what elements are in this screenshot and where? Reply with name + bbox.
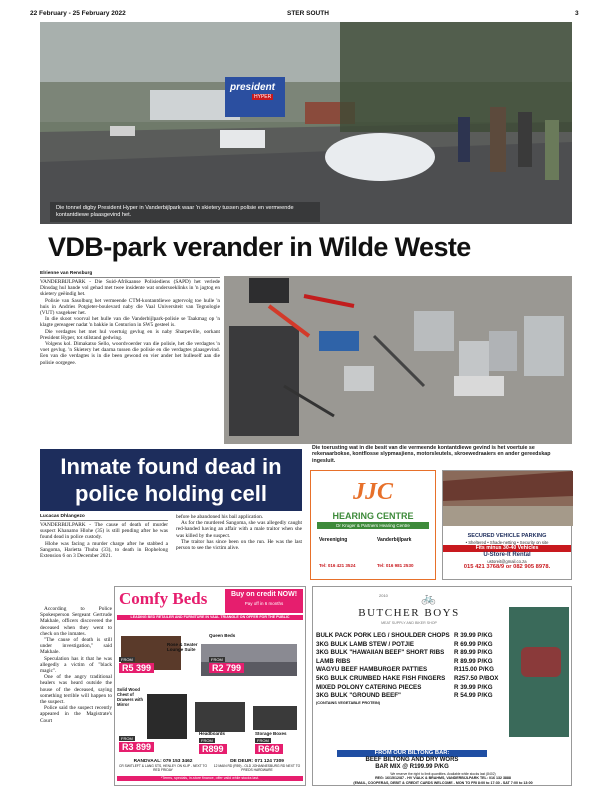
butcher-item-price: R257.50 P/BOX — [454, 674, 499, 682]
story1-text — [40, 271, 220, 366]
tools-caption: Die toerusting wat in die besit van die vermeende kontantdiewe gevind is het voertuie se rekenaarbokse, kontflosse slypmasjiens, motorsleutels, skroewedraaiers en ander gereedskap ingesluit. — [312, 445, 551, 464]
parking-line5: ustoreit@gmail.co.za — [487, 558, 527, 564]
biltong-title: FROM OUR BILTONG BAR: — [337, 750, 487, 757]
beds-promo-box — [225, 589, 303, 613]
butcher-item-name: 5KG BULK CRUMBED HAKE FISH FINGERS — [316, 674, 446, 682]
butcher-wagyu-photo — [509, 607, 569, 737]
store-sign-sub: HYPER — [254, 94, 272, 100]
story2-n4: One of the angry traditional healers was heard outside the house of the deceased, saying something terrible will happen to the suspect. — [40, 674, 112, 706]
story2-n5: Police said the suspect recently appeared in the Magistrate's Court — [40, 705, 112, 724]
butcher-row — [313, 658, 509, 667]
story2-byline: Lucacas Dhlangezo — [40, 514, 168, 521]
paper-name: STER SOUTH — [287, 10, 329, 17]
tools-image — [224, 276, 572, 444]
top-photo-caption: Die tonnel digby President Hyper in Vanderbijlpark waar 'n skietery tussen polisie en vermeende kontantdiewe plaasgevind het. — [50, 202, 320, 222]
butcher-fine2: REG: 16/15/12/87 - HV VIALK & BRAHMS, VANDERBIJLPARK TEL: 016 132 3888 — [375, 776, 511, 780]
story2-c2-p2: As for the murdered Sangoma, she was allegedly caught red-handed having an affair with a male traitor when she was killed by the suspect. — [176, 520, 302, 539]
hearing-centre-ad — [310, 470, 436, 580]
beds-contact1b: CR SWITLEFT & LANG STS, HENLEY ON KLIP - NEXT TO RED FRIDAY — [118, 764, 208, 772]
meat-image — [521, 647, 561, 677]
story2-n2: "The cause of death is still under investigation," said Makhale. — [40, 637, 112, 656]
story1-p4: Die verdagtes het met hul voertuig gevlug en is naby Sharpeville, oorkant President Hyper, tot stilstand gedwing. — [40, 328, 220, 341]
butcher-fine3: (EMAIL, COOPERAS, DEBIT & CREDIT CARDS WELCOME - MON TO FRI 8:00 to 17:30 - SAT 7:00 to 13:00 — [353, 781, 533, 785]
beds-footer: *Terms, specials, in-store finance, offer valid while stocks last. — [117, 776, 303, 781]
butcher-boys-ad — [312, 586, 572, 786]
parking-line4: U-Store-It Rental — [483, 551, 531, 558]
story1-p3: In die skoot voorval het hulle van die Vanderbijlpark-polisie se Taakmag op 'n klagte gereageer nadat 'n bakkie in Centurion in SW5 gesteel is. — [40, 316, 220, 329]
beds-item1-name: Rose & Seater Lounge Suite — [167, 642, 198, 653]
beds-contact2b: 12 MAIN RD (R59) - OLD JOHANNESBURG RD NEXT TO PREDS HARDWARE — [213, 764, 301, 772]
hearing-logo-icon: JJC — [353, 479, 394, 505]
story2-col2 — [176, 514, 302, 551]
biltong-line1: BEEF BILTONG AND DRY WORS — [365, 757, 459, 763]
butcher-row — [313, 684, 509, 693]
comfy-beds-ad — [114, 586, 306, 786]
story1-p5: Volgens kol. Dimakatso Sello, woordvoerder van die polisie, het die verdagtes 'n voet gevlug. 'n Skietery het daarna tussen die polisie en die verdagtes plaasgevind. Een van die verdagtes is in die been gewond en vier ander het hulleself aan die polisie oorgegee. — [40, 341, 220, 366]
butcher-item-price: R 69.99 P/KG — [454, 640, 493, 648]
hearing-title: HEARING CENTRE — [332, 511, 414, 521]
story2-c2-p3: The traitor has since been on the run. He was the last person to see the victim alive. — [176, 538, 302, 552]
parking-phone: 015 421 3768/9 or 082 905 8978. — [463, 563, 551, 570]
butcher-item-price: R 89.99 P/KG — [454, 649, 493, 657]
top-photo-overlay — [40, 22, 572, 224]
butcher-item-name: WAGYU BEEF HAMBURGER PATTIES — [316, 666, 428, 674]
parking-ad — [442, 470, 572, 580]
beds-item3-from: FROM — [121, 736, 133, 741]
butcher-item-price: R 54.99 P/KG — [454, 692, 493, 700]
beds-contact1-box — [117, 759, 209, 772]
page-number: 3 — [575, 10, 579, 17]
beds-brand: Comfy Beds — [119, 589, 208, 608]
hearing-loc2: Vanderbijlpark — [377, 537, 412, 543]
beds-item5-from: FROM — [257, 738, 269, 743]
butcher-fine1: We reserve the right to limit quantities. Available while stocks last (8402) — [390, 772, 496, 776]
butcher-sub: MEAT SUPPLY AND BIKER SHOP — [381, 621, 437, 625]
butcher-price-list — [313, 632, 509, 705]
beds-item4-name: Headboards — [199, 731, 226, 736]
butcher-est: 2010 — [379, 593, 388, 598]
beds-item3-price: R3 899 — [119, 742, 154, 752]
hearing-sub: Dr Kruger & Partners Hearing Centre — [317, 522, 429, 529]
beds-item4-from: FROM — [201, 738, 213, 743]
beds-item2-from: FROM — [211, 657, 223, 662]
butcher-row — [313, 632, 509, 641]
beds-banner: LEADING BED RETAILER AND FURNITURE IN VAAL TRIANGLE ON OFFER FOR THE PUBLIC — [117, 615, 303, 620]
butcher-note: (CONTAINS VEGETABLE PROTEIN) — [316, 700, 380, 705]
story2-c2-p1: before he abandoned his bail application. — [176, 514, 264, 520]
butcher-row — [313, 692, 509, 701]
headline-vdb: VDB-park verander in Wilde Weste — [48, 232, 471, 262]
beds-contact2: DE DEUR: 071 124 7309 — [230, 759, 284, 764]
beds-item5-price: R649 — [255, 744, 283, 754]
butcher-item-name: 3KG BULK "HAWAIIAN BEEF" SHORT RIBS — [316, 649, 445, 657]
beds-item1-price: R5 399 — [119, 663, 154, 673]
inmate-headline-line1: Inmate found dead in — [60, 454, 282, 479]
butcher-item-name: MIXED POLONY CATERING PIECES — [316, 683, 422, 691]
story1-byline: Elrienne van Rensburg — [40, 271, 220, 278]
story2-col1 — [40, 514, 168, 559]
beds-promo: Buy on credit NOW! — [230, 591, 298, 598]
inmate-headline-box — [40, 449, 302, 511]
butcher-item-name: BULK PACK PORK LEG / SHOULDER CHOPS — [316, 632, 450, 639]
butcher-row — [313, 666, 509, 675]
beds-item4-price: R899 — [199, 744, 227, 754]
beds-contact2-box — [211, 759, 303, 772]
butcher-item-price: R115.00 P/KG — [454, 666, 494, 674]
parking-line2: • Sheltered • Shade-netting • Security on site — [465, 539, 549, 545]
butcher-item-name: 3KG BULK "GROUND BEEF" — [316, 692, 401, 700]
butcher-row — [313, 649, 509, 658]
top-photo — [40, 22, 572, 224]
parking-line3: Fits minus 30-40 Vehicles — [443, 545, 571, 552]
parking-image — [443, 471, 573, 526]
store-sign: president — [230, 82, 276, 93]
bicycle-icon: 🚲 — [421, 591, 436, 605]
story1-p1: VANDERBIJLPARK - Die Suid-Afrikaanse Polisiediens (SAPD) het verlede Dinsdag hul hande vol gehad met twee insidente wat ondersoeklinks in 'n jagtog en skietery geëindig het. — [40, 279, 220, 298]
beds-item3-name: Solid Wood Chest of Drawers with Mirror — [117, 687, 144, 707]
butcher-brand: BUTCHER BOYS — [358, 607, 460, 619]
beds-promo-sub: Pay off in 6 months — [244, 601, 284, 606]
butcher-row — [313, 675, 509, 684]
story2-intro: VANDERBIJLPARK - The cause of death of murder suspect Khanamo Hlohe (35) is still pending after he was found dead in police custody. — [40, 522, 168, 541]
tools-photo — [224, 276, 572, 444]
beds-item5-name: Storage Boxes — [255, 731, 287, 736]
story2-p2: Hlohe was facing a murder charge after he stabbed a Sangoma, Harietta Thuba (33), to death in Bophelong Extension 6 on 3 December 2021. — [40, 540, 168, 560]
hearing-phone1: Tel: 016 421 3524 — [319, 563, 356, 568]
story2-n1: According to Police Spokesperson Sergeant Gertrude Makhale, officers discovered the deceased when they went to check on the inmates. — [40, 606, 112, 637]
hearing-loc1: Vereeniging — [319, 537, 348, 543]
butcher-row — [313, 641, 509, 650]
beds-contact1: RANDVAAL: 079 153 3462 — [133, 759, 193, 764]
hearing-phone2: Tel: 016 981 2530 — [377, 563, 414, 568]
butcher-item-price: R 39.99 P/KG — [454, 632, 493, 639]
page-date: 22 February - 25 February 2022 — [30, 10, 126, 17]
parking-line1: SECURED VEHICLE PARKING — [443, 531, 571, 540]
story2-narrow-col — [40, 606, 112, 724]
story2-n3: Speculation has it that he was allegedly a victim of "black magic". — [40, 655, 112, 675]
butcher-item-name: LAMB RIBS — [316, 657, 351, 665]
story1-p2: Polisie van Sasolburg het vermeende CTM-kontantdiewe agtervolg toe hulle 'n huis in Andries Potgieter-boulevard naby die Vaal Universiteit van Tegnologie (VUT) vasgekeer het. — [40, 297, 220, 317]
butcher-item-name: 3KG BULK LAMB STEW / POTJIE — [316, 640, 414, 648]
inmate-headline-line2: police holding cell — [75, 481, 267, 506]
beds-item2-price: R2 799 — [209, 663, 244, 673]
butcher-item-price: R 89.99 P/KG — [454, 657, 493, 665]
beds-item2-name: Queen Beds — [209, 633, 236, 638]
beds-item1-from: FROM — [121, 657, 133, 662]
butcher-item-price: R 39.99 P/KG — [454, 683, 493, 691]
biltong-line2: BAR MIX @ R199.99 P/KG — [375, 764, 449, 770]
